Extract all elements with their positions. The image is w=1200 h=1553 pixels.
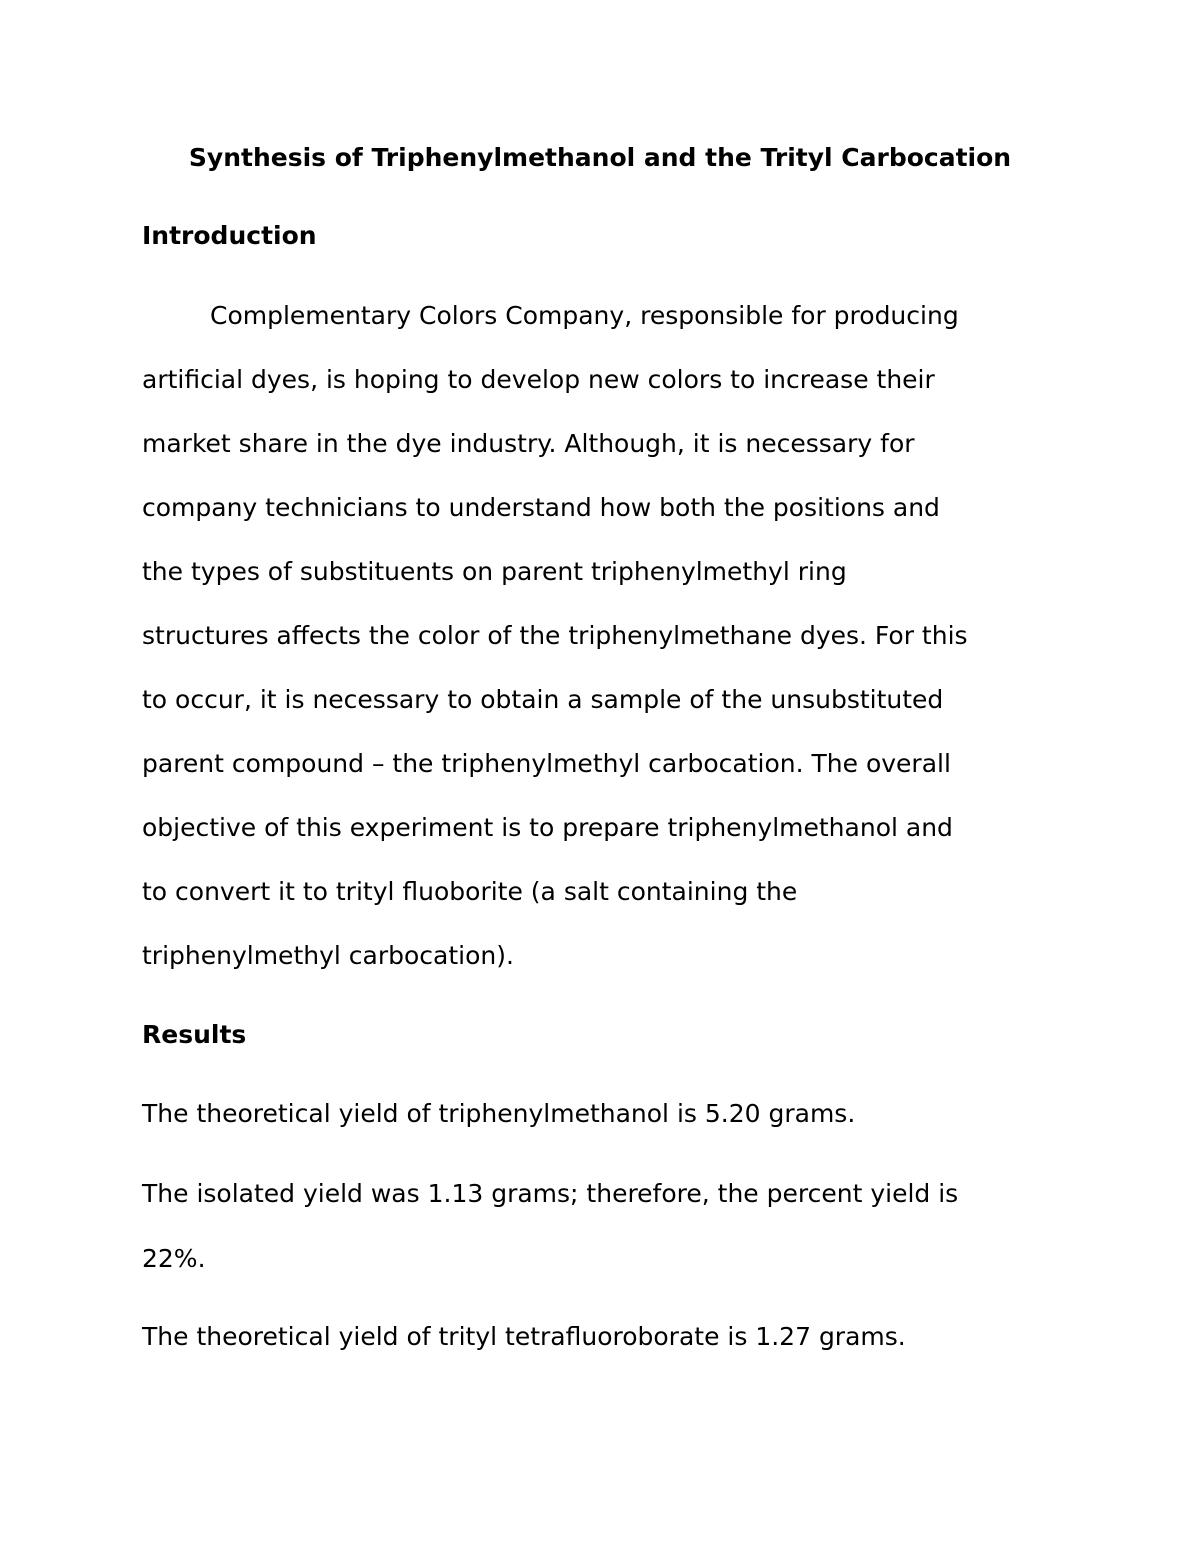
paragraph-line: parent compound – the triphenylmethyl carbocation. The overall bbox=[142, 749, 951, 778]
paragraph-line: Complementary Colors Company, responsible for producing bbox=[210, 301, 959, 330]
paragraph-line: the types of substituents on parent triphenylmethyl ring bbox=[142, 557, 847, 586]
paragraph-line: triphenylmethyl carbocation). bbox=[142, 941, 514, 970]
paragraph-line: company technicians to understand how both the positions and bbox=[142, 493, 940, 522]
paragraph-line: objective of this experiment is to prepare triphenylmethanol and bbox=[142, 813, 953, 842]
paragraph-line: artificial dyes, is hoping to develop new colors to increase their bbox=[142, 365, 935, 394]
introduction-heading: Introduction bbox=[142, 221, 317, 250]
result-theoretical-yield-trityl-tetrafluoroborate: The theoretical yield of trityl tetrafluoroborate is 1.27 grams. bbox=[142, 1322, 906, 1351]
results-heading: Results bbox=[142, 1020, 247, 1049]
result-percent-yield: 22%. bbox=[142, 1244, 206, 1273]
paragraph-line: to occur, it is necessary to obtain a sample of the unsubstituted bbox=[142, 685, 944, 714]
introduction-paragraph bbox=[142, 300, 1072, 1004]
document-title: Synthesis of Triphenylmethanol and the Trityl Carbocation bbox=[188, 143, 1012, 172]
result-isolated-yield: The isolated yield was 1.13 grams; therefore, the percent yield is bbox=[142, 1179, 959, 1208]
result-theoretical-yield-triphenylmethanol: The theoretical yield of triphenylmethanol is 5.20 grams. bbox=[142, 1099, 856, 1128]
paragraph-line: market share in the dye industry. Although, it is necessary for bbox=[142, 429, 915, 458]
paragraph-line: structures affects the color of the triphenylmethane dyes. For this bbox=[142, 621, 968, 650]
paragraph-line: to convert it to trityl fluoborite (a salt containing the bbox=[142, 877, 798, 906]
